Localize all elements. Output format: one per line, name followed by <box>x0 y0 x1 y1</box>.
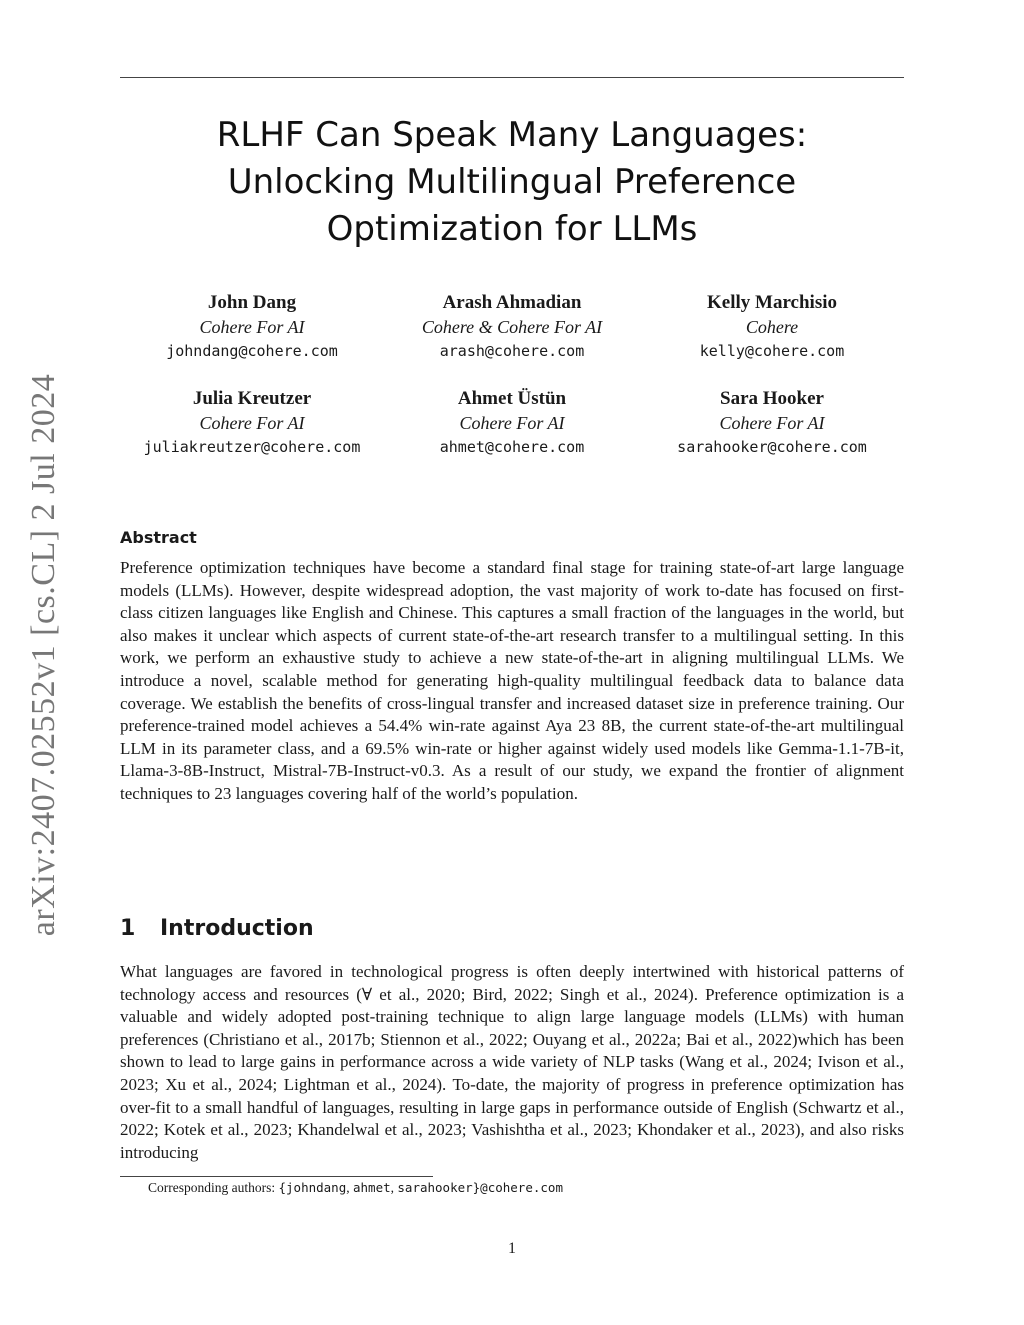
page-number: 1 <box>508 1240 516 1257</box>
author-affiliation: Cohere For AI <box>719 413 825 433</box>
author-name: Ahmet Üstün <box>457 388 567 409</box>
title-line: Optimization for LLMs <box>326 209 698 249</box>
author-block <box>362 291 662 363</box>
author-affiliation: Cohere For AI <box>199 413 305 433</box>
author-block <box>622 387 922 459</box>
section-heading-introduction <box>120 916 314 941</box>
footnote-prefix: Corresponding authors: <box>148 1180 279 1195</box>
author-name: Arash Ahmadian <box>442 292 582 313</box>
footnote-handle: johndang <box>286 1180 347 1195</box>
section-title: Introduction <box>160 916 314 941</box>
author-affiliation: Cohere For AI <box>199 317 305 337</box>
footnote-suffix: }@cohere.com <box>472 1180 563 1195</box>
author-email[interactable]: kelly@cohere.com <box>699 342 845 360</box>
author-email[interactable]: sarahooker@cohere.com <box>677 438 867 456</box>
top-rule <box>120 77 904 78</box>
section-number: 1 <box>120 916 136 941</box>
title-line: RLHF Can Speak Many Languages: <box>216 115 808 155</box>
author-affiliation: Cohere For AI <box>459 413 565 433</box>
footnote <box>148 1180 563 1196</box>
introduction-text: What languages are favored in technological progress is often deeply intertwined with historical patterns of technology access and resources (∀ et al., 2020; Bird, 2022; Singh et al., 2024). Preference optimization is a valuable and widely adopted post-training technique to align large language models (LLMs) with human preferences (Christiano et al., 2017b; Stiennon et al., 2022; Ouyang et al., 2022a; Bai et al., 2022)which has been shown to lead to large gains in performance across a wide variety of NLP tasks (Wang et al., 2024; Ivison et al., 2023; Xu et al., 2024; Lightman et al., 2024). To-date, the majority of progress in preference optimization has over-fit to a small handful of languages, resulting in large gaps in performance outside of English (Schwartz et al., 2022; Kotek et al., 2023; Khandelwal et al., 2023; Vashishtha et al., 2023; Khondaker et al., 2023), and also risks introducing <box>120 962 904 1162</box>
author-block <box>622 291 922 363</box>
abstract-text: Preference optimization techniques have become a standard final stage for training state-of-art large language models (LLMs). However, despite widespread adoption, the vast majority of work to-date has focused on first-class citizen languages like English and Chinese. This captures a small fraction of the languages in the world, but also makes it unclear which aspects of current state-of-the-art research transfer to a multilingual setting. In this work, we perform an exhaustive study to achieve a new state-of-the-art in aligning multilingual LLMs. We introduce a novel, scalable method for generating high-quality multilingual feedback data to balance data coverage. We establish the benefits of cross-lingual transfer and increased dataset size in preference training. Our preference-trained model achieves a 54.4% win-rate against Aya 23 8B, the current state-of-the-art multilingual LLM in its parameter class, and a 69.5% win-rate or higher against widely used models like Gemma-1.1-7B-it, Llama-3-8B-Instruct, Mistral-7B-Instruct-v0.3. As a result of our study, we expand the frontier of alignment techniques to 23 languages covering half of the world’s population. <box>120 558 904 803</box>
footnote-brace: { <box>278 1180 287 1195</box>
author-block <box>102 387 402 459</box>
abstract-heading: Abstract <box>120 528 197 547</box>
author-email[interactable]: ahmet@cohere.com <box>439 438 585 456</box>
author-affiliation: Cohere <box>745 317 799 337</box>
author-name: Kelly Marchisio <box>707 292 837 313</box>
footnote-separator: , <box>390 1180 398 1195</box>
paper-title <box>120 112 904 253</box>
footnote-handle: sarahooker <box>397 1180 473 1195</box>
author-email[interactable]: arash@cohere.com <box>439 342 585 360</box>
author-affiliation: Cohere & Cohere For AI <box>421 317 603 337</box>
arxiv-identifier: arXiv:2407.02552v1 [cs.CL] 2 Jul 2024 <box>25 373 62 937</box>
footnote-rule <box>120 1176 433 1177</box>
footnote-separator: , <box>346 1180 353 1195</box>
author-name: Julia Kreutzer <box>192 388 312 409</box>
author-email[interactable]: juliakreutzer@cohere.com <box>143 438 361 456</box>
author-block <box>102 291 402 363</box>
title-line: Unlocking Multilingual Preference <box>227 162 797 202</box>
footnote-handle: ahmet <box>353 1180 391 1195</box>
author-name: John Dang <box>207 292 297 313</box>
author-name: Sara Hooker <box>720 388 824 409</box>
author-email[interactable]: johndang@cohere.com <box>166 342 338 360</box>
author-block <box>362 387 662 459</box>
